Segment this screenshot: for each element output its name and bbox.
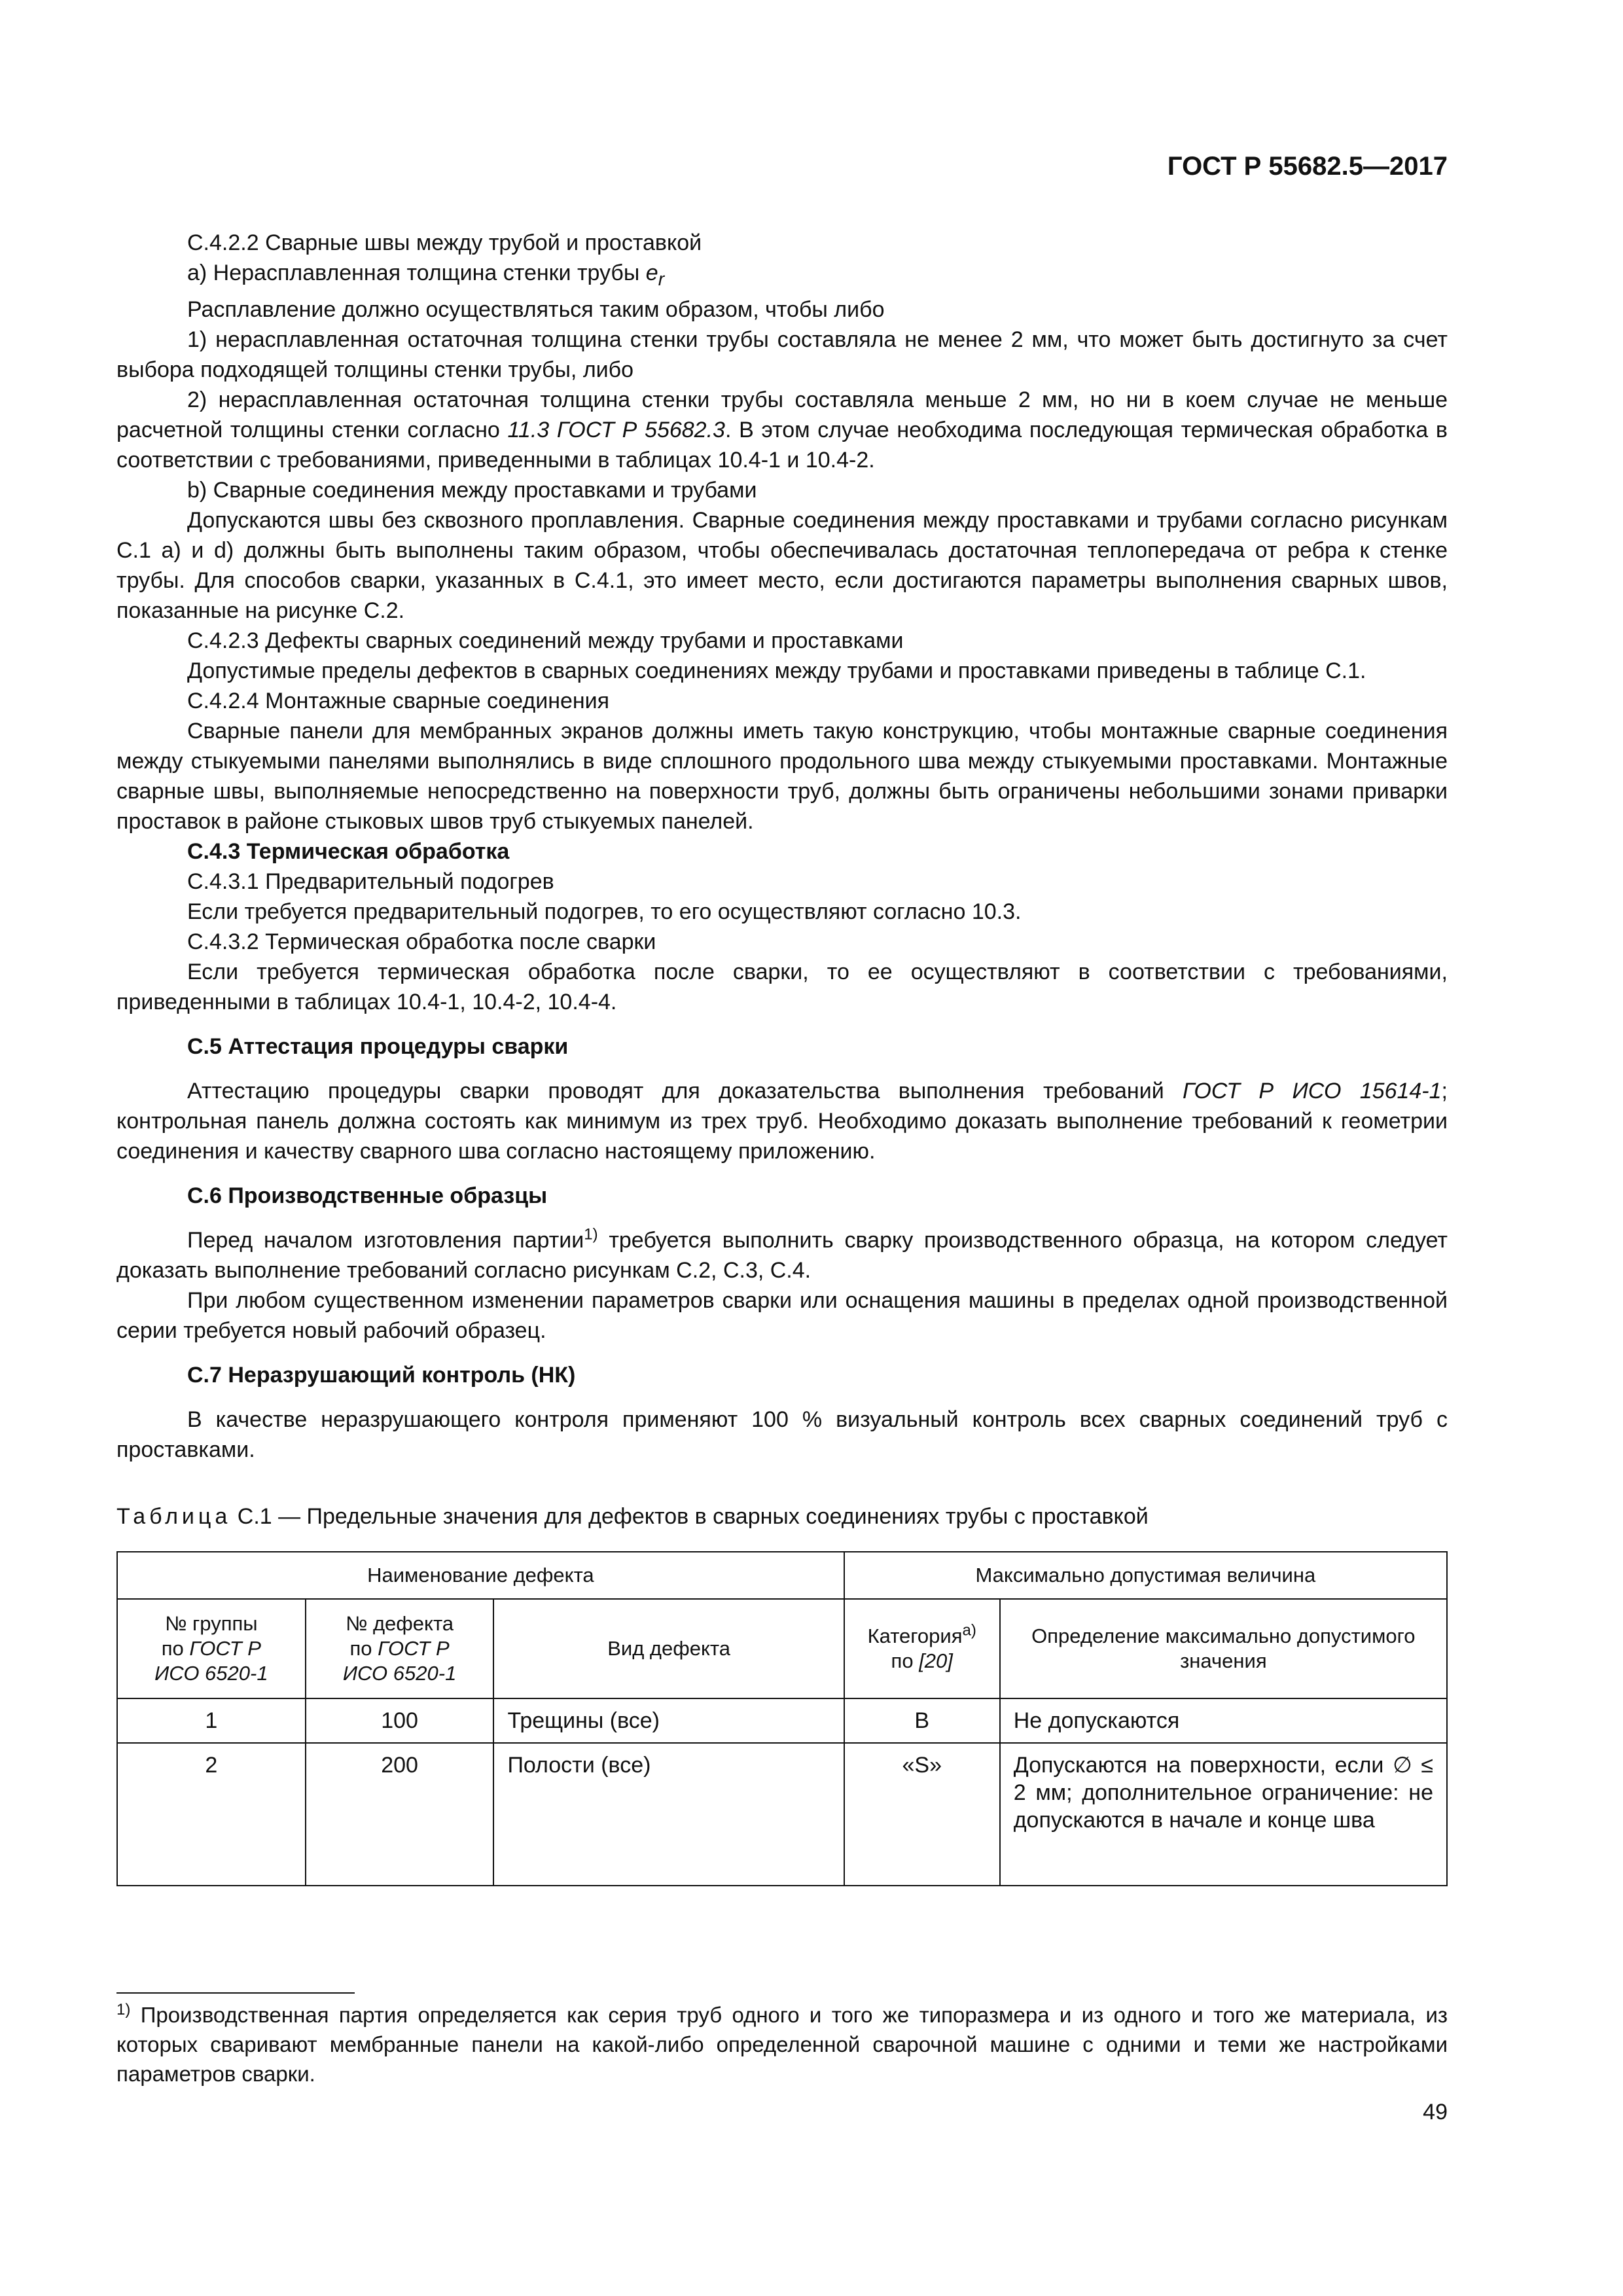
paragraph: Аттестацию процедуры сварки проводят для доказательства выполнения требований ГОСТ Р ИСО 15614-1; контрольная панель должна состоять как минимум из трех труб. Необходимо доказать выполнение требований к геометрии соединения и качеству сварного шва согласно настоящему приложению.	[116, 1078, 1448, 1164]
paragraph: Перед началом изготовления партии$^{1)}$ требуется выполнить сварку производственного образца, на котором следует доказать выполнение требований согласно рисункам С.2, С.3, С.4.	[116, 1225, 1448, 1283]
table-caption: Таблица С.1 — Предельные значения для дефектов в сварных соединениях трубы с проставкой	[116, 1503, 1149, 1529]
reference: 11.3 ГОСТ Р 55682.3	[507, 417, 725, 442]
clause-c431: С.4.3.1 Предварительный подогрев	[187, 869, 554, 894]
heading-c43: С.4.3 Термическая обработка	[187, 838, 510, 864]
cell-definition: Не допускаются	[1000, 1698, 1447, 1743]
page-number: 49	[1423, 2100, 1448, 2125]
paragraph: Расплавление должно осуществляться таким образом, чтобы либо	[187, 296, 885, 322]
table-row	[117, 1743, 1447, 1886]
item-b: b) Сварные соединения между проставками и трубами	[187, 477, 757, 503]
footnote-ref: 1)	[584, 1225, 598, 1244]
paragraph: Допустимые пределы дефектов в сварных соединениях между трубами и проставками приведены в таблице С.1.	[187, 658, 1366, 683]
group-header: Наименование дефекта	[117, 1552, 844, 1599]
footnote-divider	[116, 1992, 355, 1994]
cell-type: Полости (все)	[493, 1743, 844, 1886]
paragraph: В качестве неразрушающего контроля применяют 100 % визуальный контроль всех сварных соединений труб с проставками.	[116, 1407, 1448, 1462]
cell-definition: Допускаются на поверхности, если ∅ ≤ 2 мм; дополнительное ограничение: не допускаются в начале и конце шва	[1000, 1743, 1447, 1886]
reference: ГОСТ Р ИСО 15614-1	[1183, 1078, 1442, 1103]
item-1: 1) нерасплавленная остаточная толщина стенки трубы составляла не менее 2 мм, что может быть достигнуто за счет выбора подходящей толщины стенки трубы, либо	[116, 327, 1448, 382]
cell-defect: 200	[306, 1743, 494, 1886]
document-header: ГОСТ Р 55682.5—2017	[1167, 152, 1448, 181]
cell-type: Трещины (все)	[493, 1698, 844, 1743]
group-header: Максимально допустимая величина	[844, 1552, 1447, 1599]
item-2: 2) нерасплавленная остаточная толщина стенки трубы составляла меньше 2 мм, но ни в коем случае не меньше расчетной толщины стенки согласно 11.3 ГОСТ Р 55682.3. В этом случае необходима последующая термическая обработка в соответствии с требованиями, приведенными в таблицах 10.4-1 и 10.4-2.	[116, 387, 1448, 473]
heading-c6: С.6 Производственные образцы	[187, 1183, 548, 1208]
cell-group: 1	[117, 1698, 306, 1743]
symbol-e: e	[645, 260, 658, 285]
heading-c7: С.7 Неразрушающий контроль (НК)	[187, 1362, 576, 1388]
item-a: а) Нерасплавленная толщина стенки трубы $e_r$	[187, 260, 665, 290]
column-header: № группы по ГОСТ Р ИСО 6520-1	[117, 1599, 306, 1698]
column-header: Вид дефекта	[493, 1599, 844, 1698]
defects-table	[116, 1551, 1448, 1886]
cell-group: 2	[117, 1743, 306, 1886]
paragraph: При любом существенном изменении параметров сварки или оснащения машины в пределах одной производственной серии требуется новый рабочий образец.	[116, 1287, 1448, 1343]
column-header: № дефекта по ГОСТ Р ИСО 6520-1	[306, 1599, 494, 1698]
table-row	[117, 1698, 1447, 1743]
cell-category: В	[844, 1698, 1000, 1743]
cell-defect: 100	[306, 1698, 494, 1743]
clause-c432: С.4.3.2 Термическая обработка после сварки	[187, 929, 656, 954]
clause-c422: С.4.2.2 Сварные швы между трубой и проставкой	[187, 230, 702, 255]
symbol-r: r	[658, 268, 665, 290]
paragraph: Если требуется термическая обработка после сварки, то ее осуществляют в соответствии с требованиями, приведенными в таблицах 10.4-1, 10.4-2, 10.4-4.	[116, 959, 1448, 1014]
footnote-text: Производственная партия определяется как серия труб одного и того же типоразмера и из одного и того же материала, из которых сваривают мембранные панели на какой-либо определенной сварочной машине с одними и теми же настройками параметров сварки.	[116, 2003, 1448, 2086]
column-header: Категория$^{а)}$ по [20]	[844, 1599, 1000, 1698]
footnote-mark: 1)	[116, 2001, 131, 2018]
table-group-header-row	[117, 1552, 1447, 1599]
column-header: Определение максимально допустимого значения	[1000, 1599, 1447, 1698]
paragraph: Допускаются швы без сквозного проплавления. Сварные соединения между проставками и трубами согласно рисункам С.1 а) и d) должны быть выполнены таким образом, чтобы обеспечивалась достаточная теплопередача от ребра к стенке трубы. Для способов сварки, указанных в С.4.1, это имеет место, если достигаются параметры выполнения сварных швов, показанные на рисунке С.2.	[116, 507, 1448, 623]
footnote	[116, 2000, 1448, 2089]
clause-c423: С.4.2.3 Дефекты сварных соединений между трубами и проставками	[187, 628, 904, 653]
cell-category: «S»	[844, 1743, 1000, 1886]
document-body	[116, 228, 1448, 1886]
paragraph: Сварные панели для мембранных экранов должны иметь такую конструкцию, чтобы монтажные сварные соединения между стыкуемыми панелями выполнялись в виде сплошного продольного шва между стыкуемыми проставками. Монтажные сварные швы, выполняемые непосредственно на поверхности труб, должны быть ограничены небольшими зонами приварки проставок в районе стыковых швов труб стыкуемых панелей.	[116, 718, 1448, 834]
table-column-header-row	[117, 1599, 1447, 1698]
heading-c5: С.5 Аттестация процедуры сварки	[187, 1033, 569, 1059]
paragraph: Если требуется предварительный подогрев, то его осуществляют согласно 10.3.	[187, 899, 1022, 924]
clause-c424: С.4.2.4 Монтажные сварные соединения	[187, 688, 610, 713]
